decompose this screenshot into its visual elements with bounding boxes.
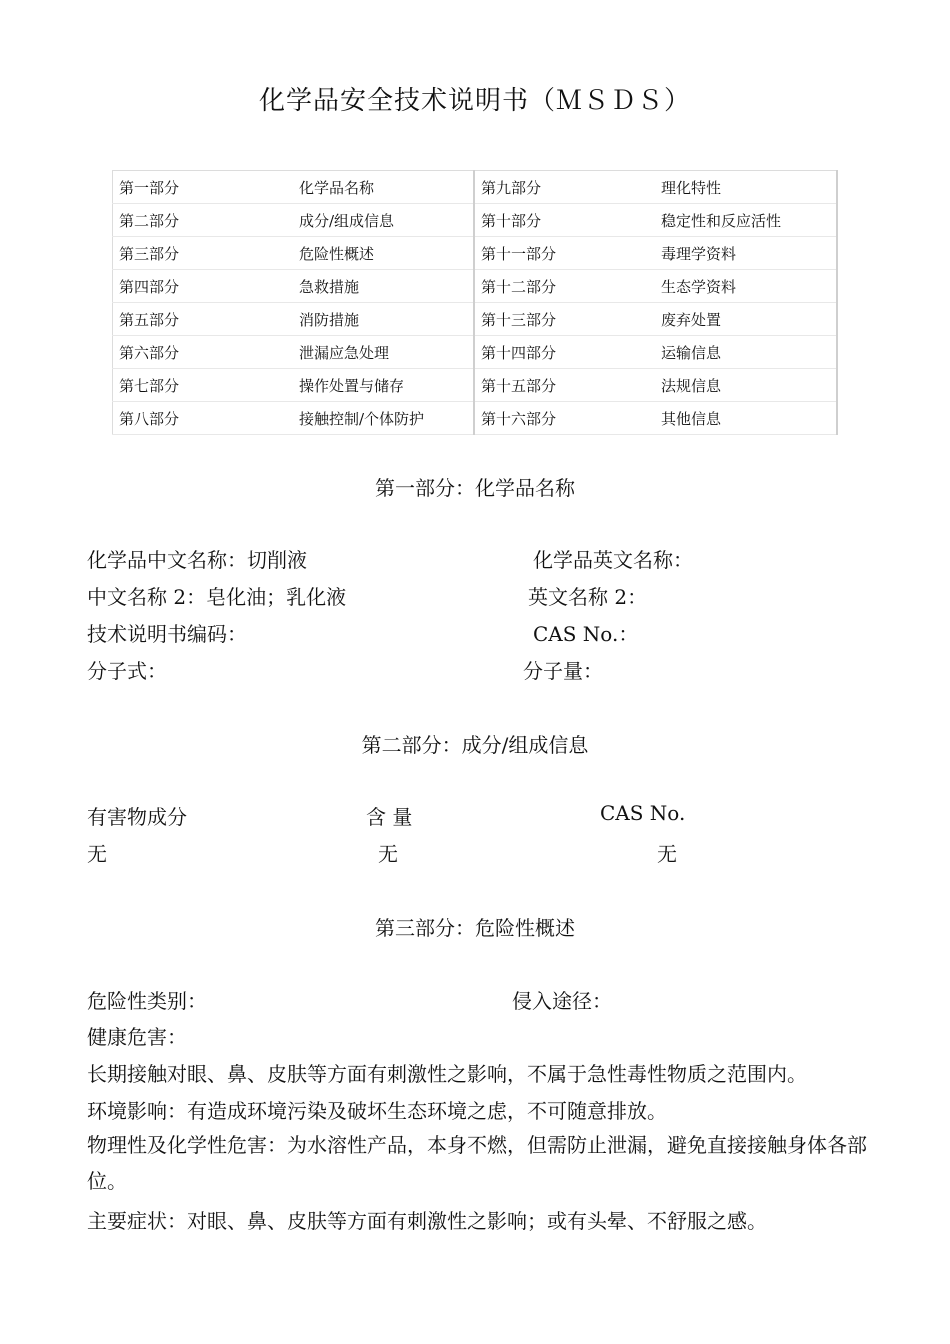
toc-part-number: 第六部分 (113, 336, 294, 369)
msds-code-field: 技术说明书编码： (87, 622, 247, 646)
toc-part-number: 第十五部分 (474, 369, 655, 402)
hazard-class-field: 危险性类别： (87, 989, 207, 1013)
toc-table (112, 170, 838, 435)
toc-part-number: 第九部分 (474, 171, 655, 204)
toc-part-name: 毒理学资料 (655, 237, 837, 270)
toc-part-number: 第十部分 (474, 204, 655, 237)
toc-part-number: 第四部分 (113, 270, 294, 303)
toc-part-name: 运输信息 (655, 336, 837, 369)
toc-part-number: 第十六部分 (474, 402, 655, 435)
component-value: 无 (87, 842, 107, 866)
toc-part-number: 第三部分 (113, 237, 294, 270)
section-title-part1: 第一部分：化学品名称 (375, 476, 575, 500)
toc-part-number: 第五部分 (113, 303, 294, 336)
english-name-field: 化学品英文名称： (533, 548, 693, 572)
cas-header: CAS No. (600, 801, 686, 825)
health-hazard-label: 健康危害： (87, 1025, 187, 1049)
molecular-weight-field: 分子量： (523, 659, 603, 683)
toc-part-number: 第一部分 (113, 171, 294, 204)
content-header: 含 量 (366, 805, 413, 829)
chinese-name-field: 化学品中文名称：切削液 (87, 548, 307, 572)
toc-part-number: 第七部分 (113, 369, 294, 402)
toc-part-name: 其他信息 (655, 402, 837, 435)
health-hazard-text: 长期接触对眼、鼻、皮肤等方面有刺激性之影响，不属于急性毒性物质之范围内。 (87, 1062, 807, 1086)
toc-part-name: 生态学资料 (655, 270, 837, 303)
toc-part-name: 法规信息 (655, 369, 837, 402)
toc-part-name: 危险性概述 (293, 237, 474, 270)
exposure-route-field: 侵入途径： (512, 989, 612, 1013)
english-name2-field: 英文名称 2： (528, 585, 648, 609)
toc-part-number: 第二部分 (113, 204, 294, 237)
toc-part-number: 第八部分 (113, 402, 294, 435)
chinese-name2-field: 中文名称 2：皂化油；乳化液 (87, 585, 347, 609)
toc-part-name: 泄漏应急处理 (293, 336, 474, 369)
toc-part-number: 第十一部分 (474, 237, 655, 270)
table-row (113, 369, 838, 402)
environment-effect-text: 环境影响：有造成环境污染及破坏生态环境之虑，不可随意排放。 (87, 1099, 667, 1123)
toc-part-name: 消防措施 (293, 303, 474, 336)
table-row (113, 336, 838, 369)
toc-part-name: 接触控制/个体防护 (293, 402, 474, 435)
molecular-formula-field: 分子式： (87, 659, 167, 683)
cas-value: 无 (657, 842, 677, 866)
toc-part-name: 化学品名称 (293, 171, 474, 204)
toc-part-name: 急救措施 (293, 270, 474, 303)
toc-part-name: 操作处置与储存 (293, 369, 474, 402)
table-row (113, 204, 838, 237)
cas-number-field: CAS No.： (533, 622, 639, 646)
toc-part-number: 第十四部分 (474, 336, 655, 369)
content-value: 无 (378, 842, 398, 866)
toc-part-name: 废弃处置 (655, 303, 837, 336)
component-header: 有害物成分 (87, 805, 187, 829)
table-row (113, 303, 838, 336)
toc-part-number: 第十三部分 (474, 303, 655, 336)
table-row (113, 237, 838, 270)
physchem-hazard-text: 物理性及化学性危害：为水溶性产品，本身不燃，但需防止泄漏，避免直接接触身体各部位。 (87, 1133, 867, 1193)
toc-part-name: 理化特性 (655, 171, 837, 204)
table-row (113, 402, 838, 435)
toc-part-name: 成分/组成信息 (293, 204, 474, 237)
toc-part-name: 稳定性和反应活性 (655, 204, 837, 237)
section-title-part3: 第三部分：危险性概述 (375, 916, 575, 940)
document-title: 化学品安全技术说明书（ＭＳＤＳ） (258, 86, 691, 116)
main-symptoms-text: 主要症状：对眼、鼻、皮肤等方面有刺激性之影响；或有头晕、不舒服之感。 (87, 1209, 767, 1233)
table-row (113, 270, 838, 303)
section-title-part2: 第二部分：成分/组成信息 (361, 733, 589, 757)
table-row (113, 171, 838, 204)
toc-part-number: 第十二部分 (474, 270, 655, 303)
